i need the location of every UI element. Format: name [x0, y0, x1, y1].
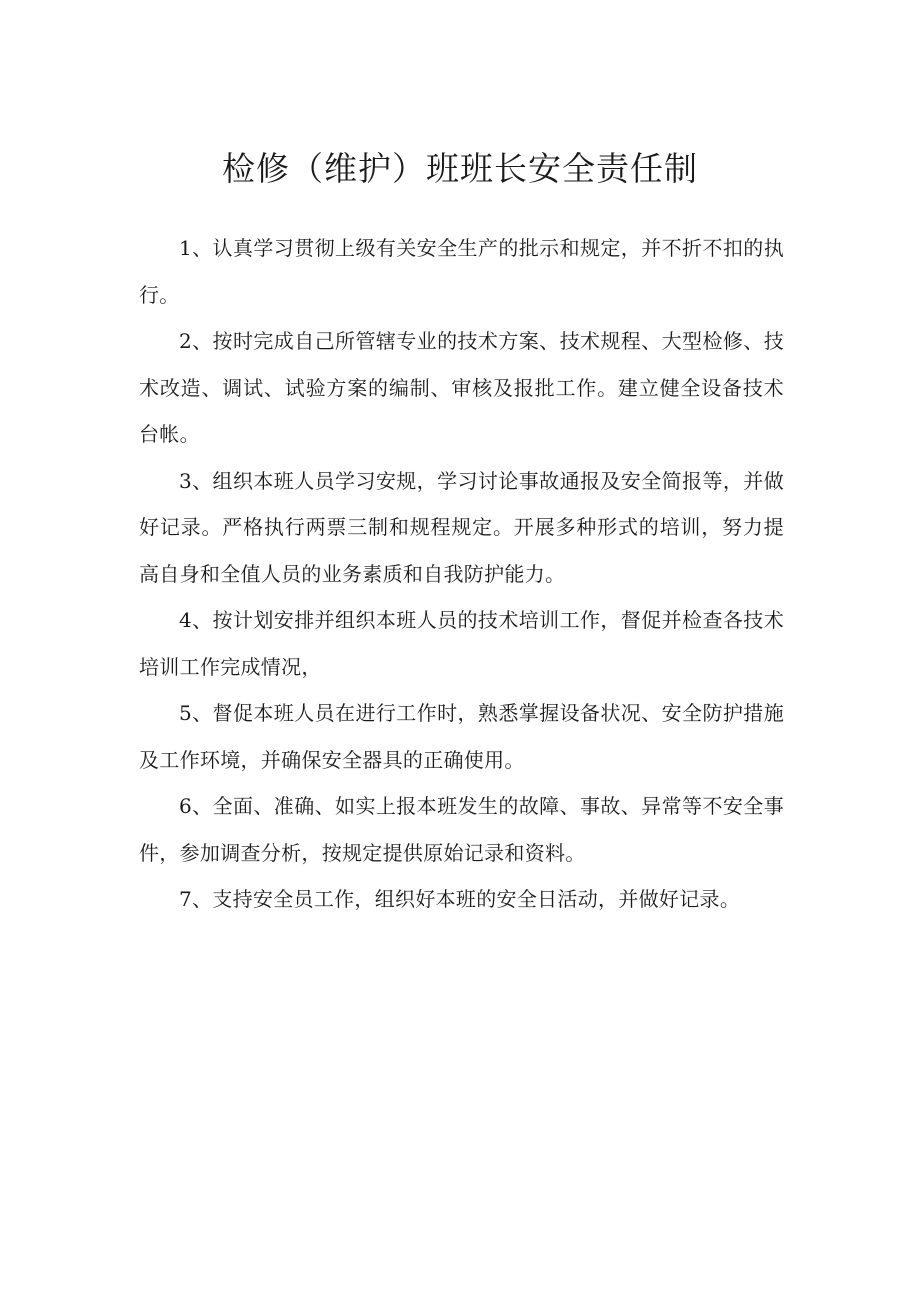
responsibility-item-7: 7、支持安全员工作，组织好本班的安全日活动，并做好记录。	[179, 887, 741, 911]
responsibility-item-5: 5、督促本班人员在进行工作时，熟悉掌握设备状况、安全防护措施及工作环境，并确保安全器具的正确使用。	[139, 701, 784, 772]
responsibility-item-4: 4、按计划安排并组织本班人员的技术培训工作，督促并检查各技术培训工作完成情况，	[139, 608, 784, 679]
document-title: 检修（维护）班班长安全责任制	[222, 149, 698, 188]
document-body	[139, 225, 784, 923]
responsibility-item-6: 6、全面、准确、如实上报本班发生的故障、事故、异常等不安全事件，参加调查分析，按规定提供原始记录和资料。	[139, 794, 784, 865]
responsibility-item-1: 1、认真学习贯彻上级有关安全生产的批示和规定，并不折不扣的执行。	[139, 236, 784, 307]
responsibility-item-2: 2、按时完成自己所管辖专业的技术方案、技术规程、大型检修、技术改造、调试、试验方案的编制、审核及报批工作。建立健全设备技术台帐。	[139, 329, 784, 446]
responsibility-item-3: 3、组织本班人员学习安规，学习讨论事故通报及安全简报等，并做好记录。严格执行两票三制和规程规定。开展多种形式的培训，努力提高自身和全值人员的业务素质和自我防护能力。	[139, 468, 784, 586]
